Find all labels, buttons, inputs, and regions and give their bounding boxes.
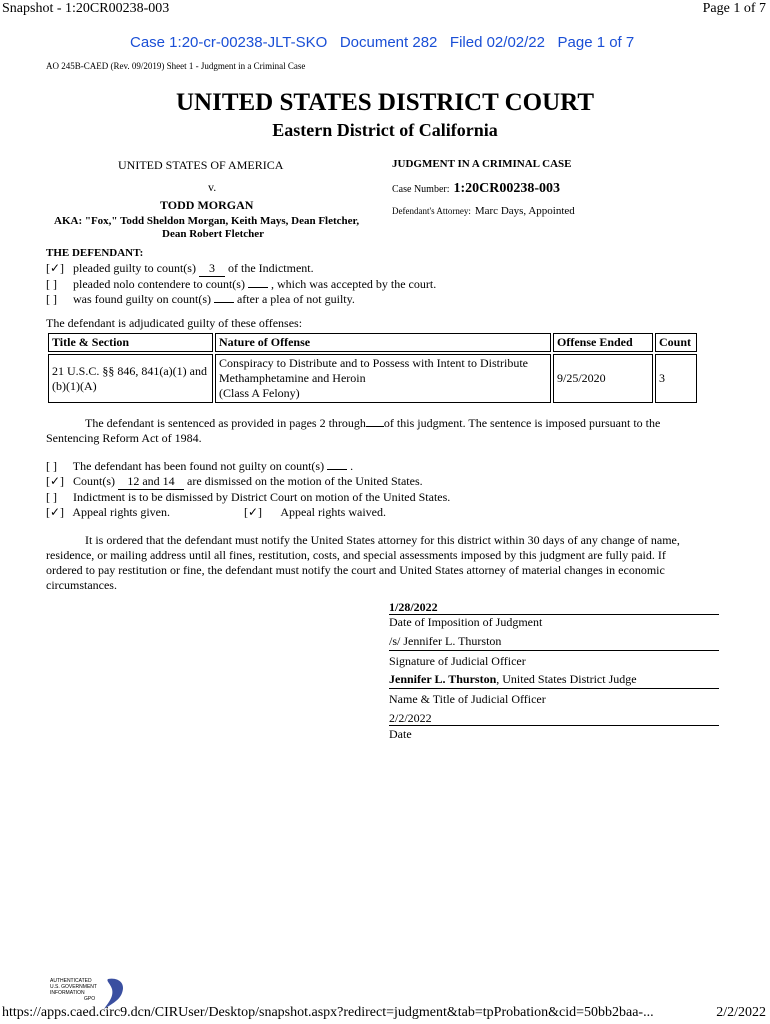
defendant-heading: THE DEFENDANT:: [46, 247, 144, 259]
checkbox: [ ]: [46, 490, 57, 504]
checkbox: [ ]: [46, 459, 57, 473]
judge-signature: /s/ Jennifer L. Thurston: [389, 634, 502, 648]
notice-line: ordered to pay restitution or fine, the defendant must notify the court and United States attorney of material changes in economic: [46, 563, 665, 577]
checkbox: [ ]: [46, 292, 57, 306]
blank-field: [214, 302, 234, 303]
plaintiff: UNITED STATES OF AMERICA: [118, 158, 284, 172]
cell-offense-ended: 9/25/2020: [553, 354, 653, 403]
date-label: Date: [389, 727, 412, 741]
blank-field: [248, 287, 268, 288]
sentence-line: The defendant is sentenced as provided in pages 2 through of this judgment. The sentence is imposed pursuant to the: [85, 416, 661, 430]
sign-date: 2/2/2022: [389, 711, 432, 725]
form-id: AO 245B-CAED (Rev. 09/2019) Sheet 1 - Judgment in a Criminal Case: [46, 61, 306, 71]
notice-line: circumstances.: [46, 578, 117, 592]
appeal-waived-row: [✓] Appeal rights waived.: [244, 505, 386, 519]
header-count: Count: [655, 333, 697, 352]
cell-count: 3: [655, 354, 697, 403]
document-number: Document 282: [339, 34, 438, 51]
signature-line: [389, 725, 719, 726]
notice-line: It is ordered that the defendant must notify the United States attorney for this district within 30 days of any change of name,: [85, 533, 680, 547]
court-name: UNITED STATES DISTRICT COURT: [176, 89, 594, 116]
blank-field: [366, 426, 384, 427]
checkbox: [✓]: [46, 474, 65, 488]
plea-row: [ ] was found guilty on count(s) after a plea of not guilty.: [46, 292, 355, 306]
plea-row: [ ] pleaded nolo contendere to count(s) , which was accepted by the court.: [46, 277, 437, 291]
case-header: [130, 34, 634, 51]
case-page: Page 1 of 7: [557, 34, 635, 51]
attorney-label: Defendant's Attorney:: [392, 206, 471, 216]
offenses-table: [46, 331, 699, 405]
header-offense-ended: Offense Ended: [553, 333, 653, 352]
signature-line: [389, 650, 719, 651]
disposition-row: [✓] Appeal rights given.: [46, 505, 170, 519]
gpo-text: AUTHENTICATED U.S. GOVERNMENT INFORMATION GPO: [50, 978, 97, 1002]
officer-label: Name & Title of Judicial Officer: [389, 692, 546, 706]
versus: v.: [208, 180, 217, 194]
date-imposed: 1/28/2022: [389, 600, 438, 614]
footer-url: https://apps.caed.circ9.dcn/CIRUser/Desktop/snapshot.aspx?redirect=judgment&tab=tpProbation&cid=50bb2baa-...: [2, 1005, 654, 1020]
notice-line: residence, or mailing address until all fines, restitution, costs, and special assessments imposed by this judgment are fully paid. If: [46, 548, 666, 562]
table-row: [48, 354, 697, 403]
officer-name: Jennifer L. Thurston: [389, 672, 497, 686]
checkbox: [✓]: [46, 505, 65, 519]
table-header-row: [48, 333, 697, 352]
cell-title-section: 21 U.S.C. §§ 846, 841(a)(1) and (b)(1)(A): [48, 354, 213, 403]
signature-label: Signature of Judicial Officer: [389, 654, 526, 668]
disposition-row: [✓] Count(s) 12 and 14 are dismissed on the motion of the United States.: [46, 474, 423, 488]
filed-date: Filed 02/02/22: [449, 34, 545, 51]
officer-title: , United States District Judge: [496, 672, 637, 686]
attorney-row: [392, 201, 575, 219]
court-district: Eastern District of California: [272, 120, 498, 140]
judgment-title: JUDGMENT IN A CRIMINAL CASE: [392, 158, 572, 170]
header-nature: Nature of Offense: [215, 333, 551, 352]
snapshot-page: Page 1 of 7: [702, 1, 766, 16]
blank-field: 3: [199, 261, 225, 277]
blank-field: 12 and 14: [118, 474, 184, 490]
attorney-value: Marc Days, Appointed: [474, 205, 575, 217]
case-number-link: Case 1:20-cr-00238-JLT-SKO: [130, 34, 328, 51]
header-title-section: Title & Section: [48, 333, 213, 352]
sentence-line-2: Sentencing Reform Act of 1984.: [46, 431, 202, 445]
offenses-intro: The defendant is adjudicated guilty of these offenses:: [46, 316, 303, 330]
date-imposed-label: Date of Imposition of Judgment: [389, 615, 543, 629]
cell-nature: Conspiracy to Distribute and to Possess with Intent to Distribute Methamphetamine and Heroin (Class A Felony): [215, 354, 551, 403]
checkbox: [✓]: [244, 505, 263, 519]
defendant-aka: AKA: "Fox," Todd Sheldon Morgan, Keith Mays, Dean Fletcher,: [54, 215, 360, 227]
blank-field: [327, 469, 347, 470]
snapshot-title: Snapshot - 1:20CR00238-003: [2, 1, 170, 16]
disposition-row: [ ] Indictment is to be dismissed by District Court on motion of the United States.: [46, 490, 451, 504]
officer-name-row: [389, 672, 637, 687]
plea-row: [✓] pleaded guilty to count(s) 3 of the Indictment.: [46, 261, 314, 275]
disposition-row: [ ] The defendant has been found not guilty on count(s) .: [46, 459, 354, 473]
case-number-value: 1:20CR00238-003: [453, 181, 561, 196]
footer-date: 2/2/2022: [716, 1005, 766, 1020]
defendant-name: TODD MORGAN: [160, 198, 254, 212]
checkbox: [✓]: [46, 261, 65, 275]
case-number-label: Case Number:: [392, 184, 450, 195]
checkbox: [ ]: [46, 277, 57, 291]
case-number-row: [392, 179, 560, 197]
signature-line: [389, 688, 719, 689]
defendant-aka-cont: Dean Robert Fletcher: [162, 228, 265, 240]
